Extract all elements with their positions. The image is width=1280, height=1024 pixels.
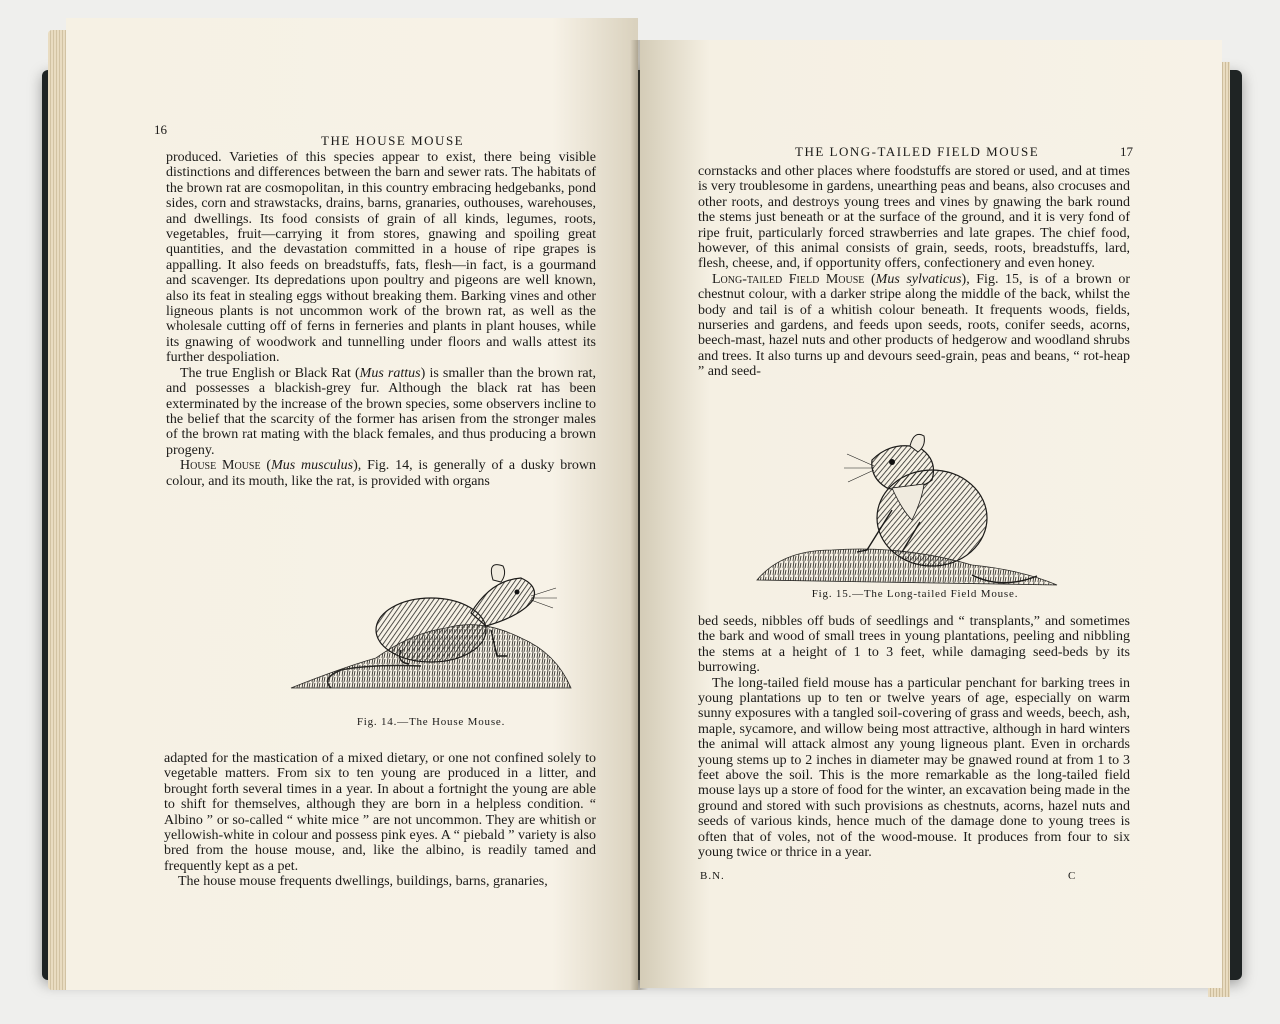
paragraph: The true English or Black Rat (Mus rattus) is smaller than the brown rat, and possesses a blackish-grey fur. Although the black rat has been exterminated by the increase of the brown species, some observers incline to the belief that the scarcity of the former has arisen from the stronger males of the brown rat mating with the black females, and thus producing a brown progeny. bbox=[166, 365, 597, 458]
paragraph: House Mouse (Mus musculus), Fig. 14, is generally of a dusky brown colour, and its mouth, like the rat, is provided with organs bbox=[166, 458, 596, 489]
left-text-bottom bbox=[164, 751, 596, 890]
page-number: 16 bbox=[154, 122, 167, 137]
house-mouse-illustration bbox=[281, 538, 581, 703]
paragraph: The house mouse frequents dwellings, buildings, barns, granaries, bbox=[178, 874, 548, 890]
figure-caption: Fig. 15.—The Long-tailed Field Mouse. bbox=[811, 588, 1019, 600]
right-text-bottom bbox=[698, 614, 1130, 861]
paragraph: adapted for the mastication of a mixed dietary, or one not confined solely to vegetable matters. From six to ten young are produced in a litter, and brought forth several times in a year. In about a fortnight the young are able to shift for themselves, although they are born in a helpless condition. “ Albino ” or so-called “ white mice ” are not uncommon. They are whitish or yellowish-white in colour and possess pink eyes. A “ piebald ” variety is also bred from the house mouse, and, like the albino, is readily tamed and frequently kept as a pet. bbox=[164, 751, 596, 874]
paragraph: produced. Varieties of this species appear to exist, there being visible distinctions and differences between the barn and sewer rats. The habitats of the brown rat are cosmopolitan, in this country embracing hedgebanks, pond sides, corn and strawstacks, drains, barns, granaries, outhouses, warehouses, and dwellings. Its food consists of grain of all kinds, legumes, roots, vegetables, fruit—carrying it from stores, gnawing and spoiling great quantities, and the devastation committed in a house of ripe grapes is appalling. It also feeds on breadstuffs, fats, flesh—in fact, is a gourmand and scavenger. Its depredations upon poultry and pigeons are well known, also its feat in stealing eggs without breaking them. Barking vines and other ligneous plants is not uncommon work of the brown rat, as well as the wholesale cutting off of ferns in ferneries and plants in plant houses, while its gnawing of woodwork and tunnelling under floors and walls attest its further despoliation. bbox=[166, 150, 596, 366]
running-head: THE HOUSE MOUSE bbox=[321, 133, 465, 148]
figure-caption: Fig. 14.—The House Mouse. bbox=[356, 716, 506, 728]
page-number: 17 bbox=[1120, 144, 1133, 159]
running-head: THE LONG-TAILED FIELD MOUSE bbox=[795, 144, 1040, 159]
paragraph: The long-tailed field mouse has a particular penchant for barking trees in young plantations up to ten or twelve years of age, especially on warm sunny exposures with a tangled soil-covering of grass and weeds, beech, ash, maple, sycamore, and willow being most attractive, although in hard winters the animal will attack almost any young ligneous plant. Even in orchards young stems up to 2 inches in diameter may be gnawed round at from 1 to 3 feet above the soil. This is the more remarkable as the long-tailed field mouse lays up a store of food for the winter, an excavation being made in the ground and stored with such provisions as chestnuts, acorns, hazel nuts and seeds of various kinds, hence much of the damage done to young trees is often that of voles, not of the wood-mouse. It produces from four to six young twice or thrice in a year. bbox=[698, 675, 1130, 861]
left-text-top bbox=[166, 150, 596, 489]
signature-mark: B.N. bbox=[700, 870, 725, 882]
signature-letter: C bbox=[1068, 870, 1077, 882]
right-page bbox=[640, 40, 1222, 988]
paragraph: Long-tailed Field Mouse (Mus sylvaticus), Fig. 15, is of a brown or chestnut colour, with a darker stripe along the middle of the back, whilst the body and tail is of a whitish colour beneath. It frequents woods, fields, nurseries and gardens, and feeds upon seeds, roots, conifer seeds, acorns, beech-mast, hazel nuts and other products of hedgerow and woodland shrubs and trees. It also turns up and devours seed-grain, peas and beans, “ rot-heap ” and seed- bbox=[698, 271, 1130, 380]
right-text-top bbox=[698, 164, 1130, 380]
field-mouse-illustration bbox=[752, 400, 1062, 590]
paragraph: cornstacks and other places where foodstuffs are stored or used, and at times is very troublesome in gardens, unearthing peas and beans, also crocuses and other roots, and destroys young trees and vines by gnawing the bark round the stems just beneath or at the surface of the ground, and it is very fond of ripe fruit, particularly forced strawberries and late grapes. The chief food, however, of this animal consists of grain, seeds, roots, breadstuffs, lard, flesh, cheese, and, if opportunity offers, confectionery and even honey. bbox=[698, 164, 1130, 272]
paragraph: bed seeds, nibbles off buds of seedlings and “ transplants,” and sometimes the bark and wood of small trees in young plantations, peeling and nibbling the stems at a height of 1 to 3 feet, while damaging seed-beds by its burrowing. bbox=[698, 614, 1130, 676]
left-page bbox=[66, 18, 638, 990]
